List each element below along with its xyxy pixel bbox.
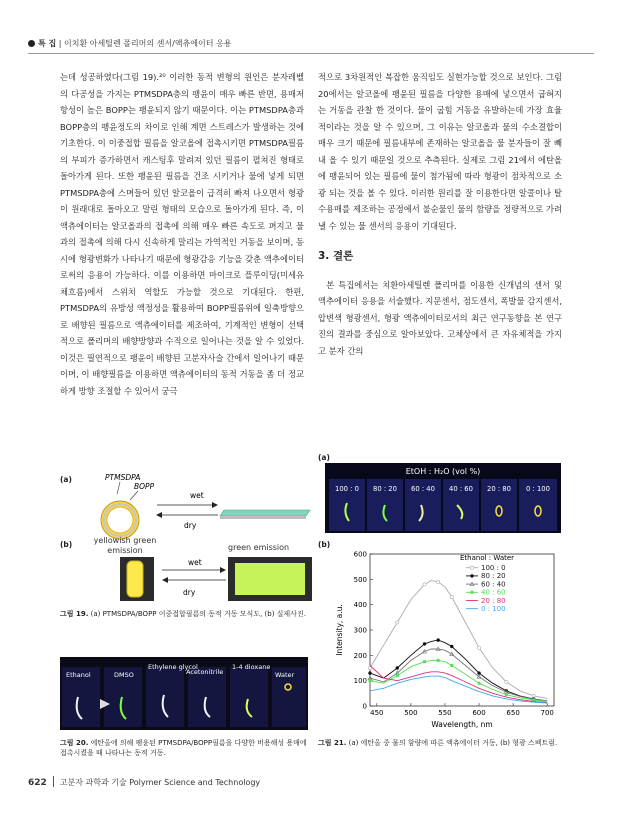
data-point [396,666,399,669]
data-point [368,671,371,674]
data-point [477,646,480,649]
fig19-schematic [72,470,312,545]
label-ptmsdpa: PTMSDPA [105,473,141,482]
label-dry2: dry [183,588,196,597]
data-point [423,642,426,645]
data-point [423,583,426,586]
fig20-caption: 그림 20. 에탄올에 의해 팽윤된 PTMSDPA/BOPP필름을 다양한 비용해성 용매에 접촉시켰을 때 나타나는 동적 거동. [60,739,307,757]
legend-title: Ethanol : Water [460,554,515,562]
solvent-dioxane: 1-4 dioxane [232,663,271,671]
data-point [505,680,508,683]
body-paragraph: 적으로 3차원적인 복잡한 움직임도 실현가능할 것으로 보인다. 그림 20에서는 알코올에 팽윤된 필름을 다양한 용매에 넣으면서 굽혀지는 거동을 관찰 한 것이다. 물이 굽힘 거동을 유발하는데 가장 효율적이라는 것을 알 수 있으며, 그 이유는 알코올과 물의 수소결합이 매우 크기 때문에 필름내부에 존재하는 알코올을 물 분자들이 잘 빼내 올 수 있기 때문일 것으로 추측된다. 실제로 그림 21에서 에탄올에 팽윤되어 있는 필름에 물이 첨가됨에 따라 형광이 점차적으로 소광 되는 것을 볼 수 있다. 이러한 원리를 잘 이용한다면 알콜이나 탈수용매를 제조하는 공정에서 불순물인 물의 함량을 정량적으로 가려낼 수 있는 물 센서의 응용이 기대된다. [318,72,562,231]
y-tick-label: 600 [353,550,367,559]
label-dry: dry [184,521,197,530]
footer-separator [53,776,54,787]
data-point [505,693,508,696]
data-point [437,580,440,583]
fig19-photos [70,555,320,605]
solvent-acetonitrile: Acetonitrile [186,668,224,676]
data-point [369,679,372,682]
photo-title: EtOH : H₂O (vol %) [405,467,481,476]
rolled-film-photo [127,561,143,597]
solvent-ethylene-glycol: Ethylene glycol [148,663,198,671]
x-tick-label: 700 [540,709,554,717]
label-bopp: BOPP [134,482,155,491]
y-tick-label: 100 [353,677,367,686]
right-column-text [318,69,562,359]
ratio-label: 80 : 20 [373,485,397,493]
header-title: 이치환 아세틸렌 폴리머의 센서/액츄에이터 응용 [64,39,232,48]
solvent-ethanol: Ethanol [66,671,91,679]
body-paragraph: 는데 성공하였다(그림 19).²⁰ 이러한 동적 변형의 원인은 분자레벨의 다공성을 가지는 PTMSDPA층의 팽윤이 매우 빠른 반면, 용매저항성이 높은 BOPP는 팽윤되지 않기 때문이다. 이는 PTMSDPA층과 BOPP층의 팽윤정도의 차이로 인해 계면 스트레스가 발생하는 것에 기초한다. 이 이중접합 필름을 알코올에 접촉시키면 PTMSDPA필름의 부피가 증가하면서 캐스팅후 말려져 있던 필름이 펼쳐진 형태로 돌아가게 된다. 또한 팽윤된 필름을 건조 시키거나 물에 넣게 되면 PTMSDPA층에 스며들어 있던 알코올이 급격히 빠져 나오면서 형광이 원래대로 돌아오고 말린 형태의 모습으로 돌아가게 된다. 즉, 이 액츄에이터는 알코올과의 접촉에 의해 매우 빠른 속도로 펴지고 물과의 접촉에 의해 다시 신속하게 말리는 가역적인 거동을 보이며, 동시에 형광변화가 나타나기 때문에 형광감응 기능을 갖춘 액추에이터로써의 응용이 가능하다. 이를 이용하면 마이크로 플루이딩(미세유체흐름)에서 스위치 역할도 가능할 것으로 기대된다. 한편, PTMSDPA의 유방성 액정성을 활용하여 BOPP필름위에 일축방향으로 배향된 필름으로 액츄에이터를 제조하여, 기계적인 변형이 선택적으로 폴리머의 배향방향과 수직으로 일어나는 것을 알 수 있었다. 이것은 필연적으로 팽윤이 배향된 고분자사슬 간에서 일어나기 때문이며, 이 배향필름을 이용하면 액츄에이터의 동적 거동을 좀 더 정교하게 방향 조절할 수 있어서 궁극 [60,72,304,396]
ratio-label: 20 : 80 [487,485,511,493]
label-wet2: wet [188,558,202,567]
legend-label: 0 : 100 [481,605,506,613]
page-number: 622 [28,778,47,788]
solvent-dmso: DMSO [114,671,134,679]
y-tick-label: 300 [353,626,367,635]
header-section: 특 집 [38,39,57,48]
ratio-label: 0 : 100 [526,485,550,493]
x-tick-label: 450 [370,709,384,717]
fig21-panel-a-label: (a) [318,453,330,462]
data-point [396,621,399,624]
x-tick-label: 550 [438,709,452,717]
fig21-caption: 그림 21. (a) 에탄올 중 물의 함량에 따른 액츄에이터 거동, (b) 형광 스펙트럼. [318,739,558,747]
legend-label: 80 : 20 [481,572,506,581]
y-tick-label: 200 [353,651,367,660]
bullet-icon [28,40,35,47]
data-point [437,659,440,662]
series-line [370,640,547,701]
legend-marker [470,566,473,569]
y-tick-label: 400 [353,601,367,610]
journal-name: 고분자 과학과 기술 Polymer Science and Technology [59,778,261,787]
data-point [450,664,453,667]
label-wet: wet [190,491,204,500]
label-yellowish-emission: yellowish green emission [93,536,157,555]
legend-marker [471,591,474,594]
legend-label: 100 : 0 [481,564,506,572]
data-point [478,682,481,685]
fig20-photo [60,657,308,730]
y-tick-label: 0 [362,702,367,711]
section-heading: 3. 결론 [318,250,354,262]
legend-label: 40 : 60 [481,588,506,597]
header-divider [28,53,594,54]
data-point [423,660,426,663]
fig21-spectrum-chart [322,546,562,732]
data-point [450,595,453,598]
data-point [450,645,453,648]
running-header: 특 집 | 이치환 아세틸렌 폴리머의 센서/액츄에이터 응용 [28,38,231,49]
ratio-label: 100 : 0 [335,485,359,493]
y-axis-label: Intensity, a.u. [335,604,344,656]
fig21-panel-b-label: (b) [318,540,331,549]
body-paragraph: 본 특집에서는 치환아세틸렌 폴리머를 이용한 신개념의 센서 및 액추에이터 응용을 서술했다. 지문센서, 점도센서, 폭발물 감지센서, 압변색 형광센서, 형광 액츄에이터로서의 최근 연구동향을 본 연구진의 결과를 중심으로 알아보았다. 고체상에서 큰 자유체적을 가지고 분자 간의 [318,279,562,356]
ratio-label: 60 : 40 [411,485,435,493]
fig21-photo [325,463,561,533]
flat-film-photo [235,563,305,595]
legend-label: 20 : 80 [481,596,506,605]
x-tick-label: 500 [404,709,418,717]
x-tick-label: 600 [472,709,486,717]
x-axis-label: Wavelength, nm [431,720,493,729]
fig19-caption: 그림 19. (a) PTMSDPA/BOPP 이중접합필름의 동적 거동 모식도, (b) 실제사진. [60,610,306,618]
data-point [396,674,399,677]
left-column-text [60,69,304,399]
page-footer [28,776,260,788]
label-green-emission: green emission [228,543,290,552]
legend-label: 60 : 40 [481,580,506,589]
y-tick-label: 500 [353,575,367,584]
x-tick-label: 650 [506,709,520,717]
legend-marker [470,574,473,577]
ratio-label: 40 : 60 [449,485,473,493]
data-point [436,638,439,641]
fig19-panel-a-label: (a) [60,475,72,484]
fig19-panel-b-label: (b) [60,540,73,549]
solvent-water: Water [275,671,295,679]
